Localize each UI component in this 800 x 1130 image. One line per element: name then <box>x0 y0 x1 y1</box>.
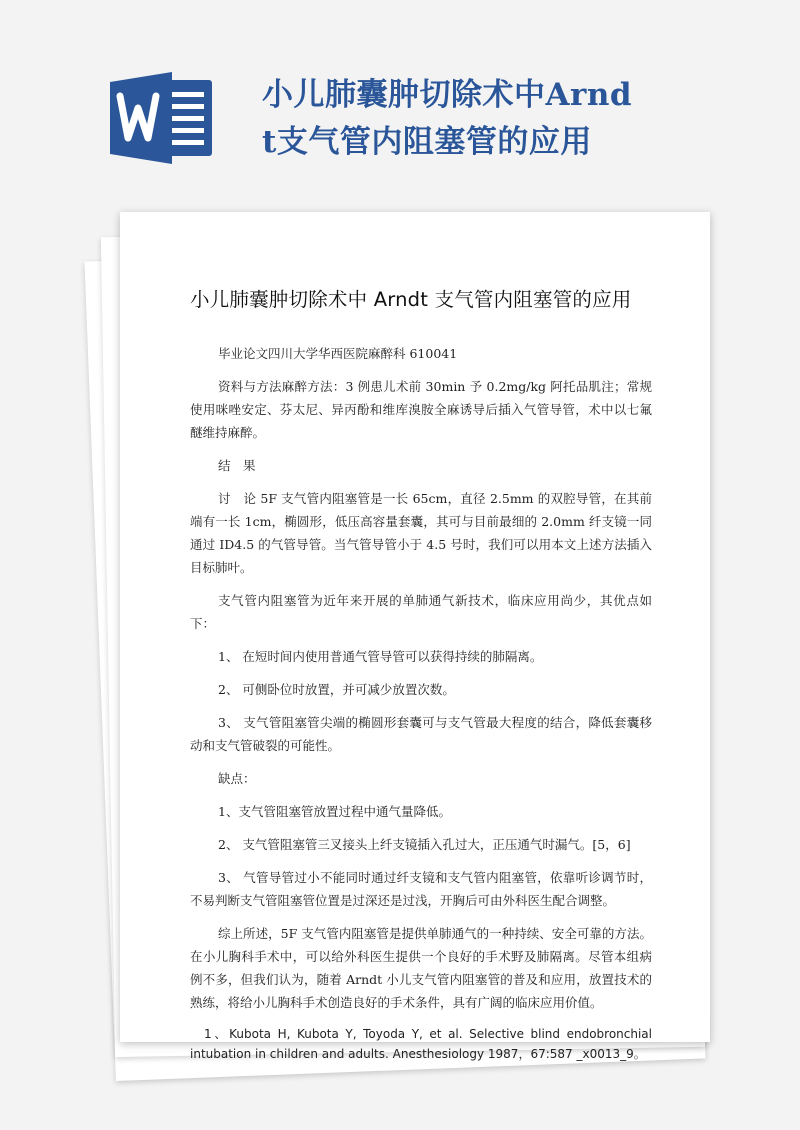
header-title: 小儿肺囊肿切除术中Arndt支气管内阻塞管的应用 <box>262 77 633 160</box>
disadvantage-item-1: 1、支气管阻塞管放置过程中通气量降低。 <box>218 804 451 819</box>
advantage-item-3: 3、 支气管阻塞管尖端的椭圆形套囊可与支气管最大程度的结合，降低套囊移动和支气管破裂的可能性。 <box>190 715 652 753</box>
advantage-item-2: 2、 可侧卧位时放置，并可减少放置次数。 <box>218 682 455 697</box>
reference-item-1: 1、Kubota H, Kubota Y, Toyoda Y, et al. Selective blind endobronchial intubation in children and adults. Anesthesiology 1987，67:587 _x0013_9。 <box>190 1027 652 1061</box>
heading-disadvantages: 缺点： <box>218 771 256 786</box>
author-line: 毕业论文四川大学华西医院麻醉科 610041 <box>218 346 458 361</box>
paragraph-advantages-intro: 支气管内阻塞管为近年来开展的单肺通气新技术，临床应用尚少，其优点如下： <box>190 593 652 631</box>
document-body <box>190 272 652 1074</box>
disadvantage-item-2: 2、 支气管阻塞管三叉接头上纤支镜插入孔过大，正压通气时漏气。[5，6] <box>218 837 631 852</box>
advantage-item-1: 1、 在短时间内使用普通气管导管可以获得持续的肺隔离。 <box>218 649 543 664</box>
document-title: 小儿肺囊肿切除术中 Arndt 支气管内阻塞管的应用 <box>190 288 632 311</box>
word-icon <box>110 72 216 164</box>
paragraph-conclusion: 综上所述，5F 支气管内阻塞管是提供单肺通气的一种持续、安全可靠的方法。在小儿胸科手术中，可以给外科医生提供一个良好的手术野及肺隔离。尽管本组病例不多，但我们认为，随着 Arndt 小儿支气管内阻塞管的普及和应用，放置技术的熟练，将给小儿胸科手术创造良好的手术条件，具有广阔的临床应用价值。 <box>190 926 652 1010</box>
heading-results: 结 果 <box>218 458 256 473</box>
disadvantage-item-3: 3、 气管导管过小不能同时通过纤支镜和支气管内阻塞管，依靠听诊调节时，不易判断支气管阻塞管位置是过深还是过浅，开胸后可由外科医生配合调整。 <box>190 870 652 908</box>
paragraph-discussion: 讨 论 5F 支气管内阻塞管是一长 65cm，直径 2.5mm 的双腔导管，在其前端有一长 1cm，椭圆形，低压高容量套囊，其可与目前最细的 2.0mm 纤支镜一同通过 ID4.5 的气管导管。当气管导管小于 4.5 号时，我们可以用本文上述方法插入目标肺叶。 <box>190 491 652 575</box>
paragraph-methods: 资料与方法麻醉方法：3 例患儿术前 30min 予 0.2mg/kg 阿托品肌注；常规使用咪唑安定、芬太尼、异丙酚和维库溴胺全麻诱导后插入气管导管，术中以七氟醚维持麻醉。 <box>190 379 652 440</box>
